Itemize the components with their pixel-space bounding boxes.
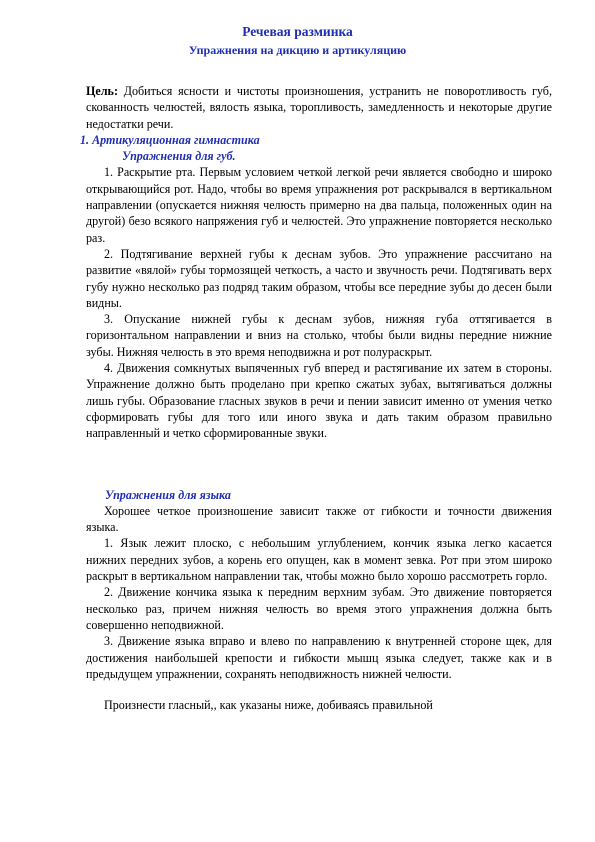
lips-item: 4. Движения сомкнутых выпяченных губ вперед и растягивание их затем в стороны. Упражнение должно быть проделано при крепко сжатых зубах, вытягиваться должны лишь губы. Образование гласных звуков в речи и пении зависит именно от умения четко сформировать губы для того или иного звука и дать таким образом правильно направленный и четко сформированные звуки. [86, 361, 552, 441]
goal-label: Цель: [86, 84, 118, 98]
document-body [80, 83, 552, 713]
goal-paragraph [86, 83, 552, 132]
lips-item: 1. Раскрытие рта. Первым условием четкой легкой речи является свободно и широко открывающийся рот. Надо, чтобы во время упражнения рот раскрывался в вертикальном направлении (опускается нижняя челюсть примерно на два пальца, положенных один на другой) безо всякого напряжения губ и челюстей. Это упражнение повторяется несколько раз. [86, 165, 552, 245]
closing-paragraph: Произнести гласный,, как указаны ниже, добиваясь правильной [104, 698, 433, 713]
document-title: Речевая разминка [242, 24, 353, 39]
tongue-item: 3. Движение языка вправо и влево по направлению к внутренней стороне щек, для достижения наибольшей крепости и гибкости мышц языка следует, также как и в предыдущем упражнении, сохранять неподвижность нижней челюсти. [86, 634, 552, 681]
document-subtitle: Упражнения на дикцию и артикуляцию [188, 43, 407, 57]
goal-text: Добиться ясности и чистоты произношения, устранить не поворотливость губ, скованность челюстей, вялость языка, торопливость, замедленность и некоторые другие недостатки речи. [86, 84, 552, 131]
subheading-lips: Упражнения для губ. [122, 149, 236, 164]
tongue-item: 1. Язык лежит плоско, с небольшим углублением, кончик языка легко касается нижних передних зубов, а корень его опущен, как в момент зевка. Рот при этом широко раскрыт в вертикальном направлении так, чтобы можно было хорошо рассмотреть горло. [86, 536, 552, 584]
spacer [86, 442, 552, 487]
lips-item: 2. Подтягивание верхней губы к деснам зубов. Это упражнение рассчитано на развитие «вялой» губы тормозящей четкость, а часто и звучность речи. Подтягивать верх губу нужно несколько раз подряд таким образом, чтобы все передние зубы до десен были видны. [86, 246, 552, 310]
spacer [86, 682, 552, 697]
section-heading-articulation: 1. Артикуляционная гимнастика [80, 132, 260, 147]
lips-item: 3. Опускание нижней губы к деснам зубов, нижняя губа оттягивается в горизонтальном направлении и вниз на столько, чтобы были видны передние нижние зубы. Нижняя челюсть в это время неподвижна и рот полураскрыт. [86, 312, 552, 359]
tongue-item: 2. Движение кончика языка к передним верхним зубам. Это движение повторяется несколько раз, причем нижняя челюсть во время этого упражнения должна быть совершенно неподвижной. [86, 585, 552, 632]
tongue-intro: Хорошее четкое произношение зависит также от гибкости и точности движения языка. [86, 503, 552, 535]
subheading-tongue: Упражнения для языка [105, 487, 231, 502]
